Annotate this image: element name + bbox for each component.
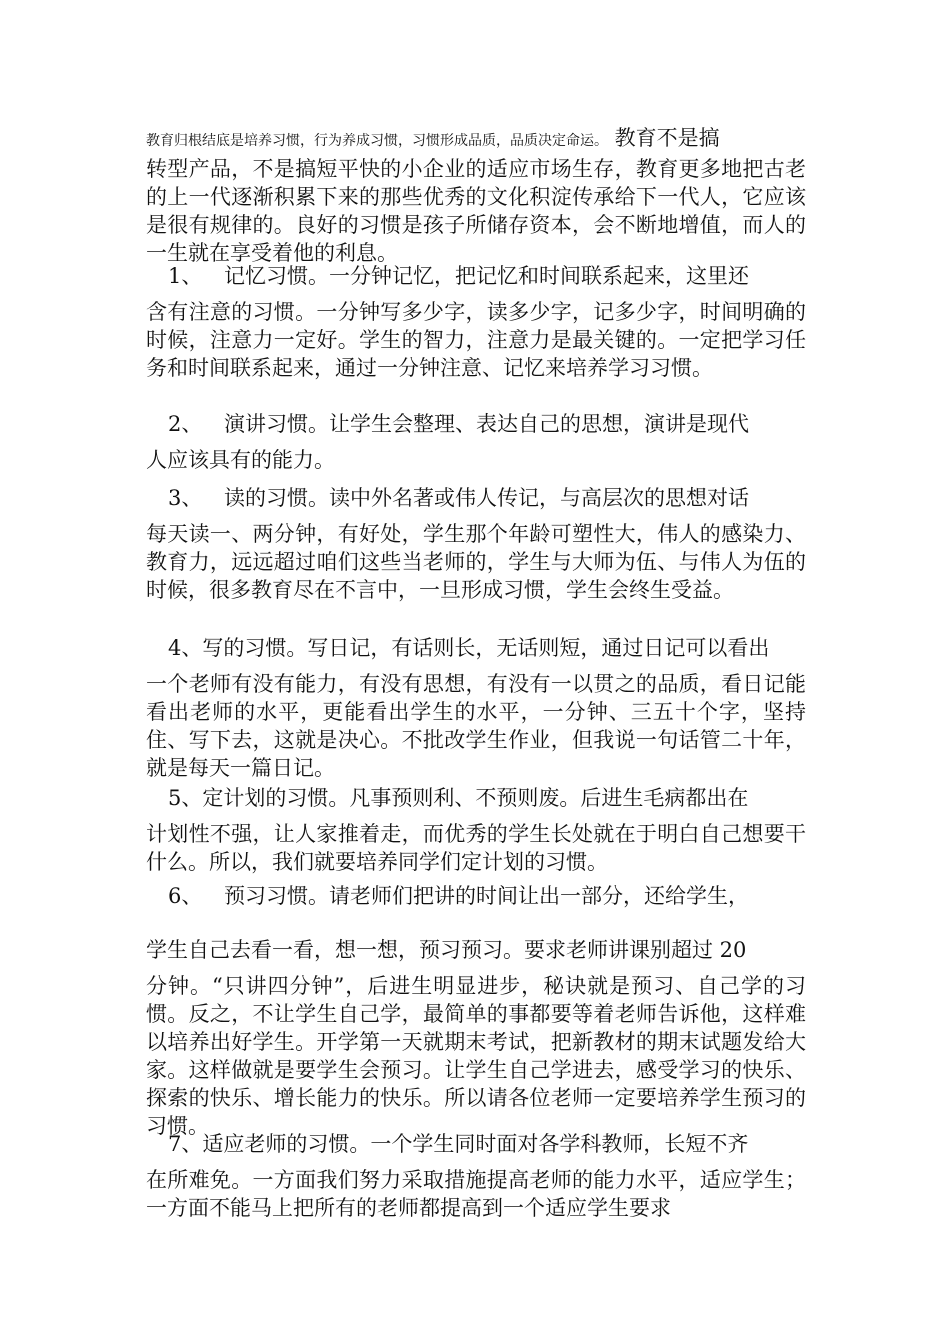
item-6-heading: 预习习惯。请老师们把讲的时间让出一部分，还给学生， (224, 884, 749, 908)
item-2-first-line (146, 410, 806, 438)
item-6-body: 分钟。“只讲四分钟”，后进生明显进步，秘诀就是预习、自己学的习惯。反之，不让学生自己学，最简单的事都要等着老师告诉他，这样难以培养出好学生。开学第一天就期末考试，把新教材的期末试题发给大家。这样做就是要学生会预习。让学生自己学进去，感受学习的快乐、探索的快乐、增长能力的快乐。所以请各位老师一定要培养学生预习的习惯。 (146, 974, 806, 1138)
item-5-heading: 5、定计划的习惯。凡事预则利、不预则废。后进生毛病都出在 (168, 786, 749, 810)
item-3-body: 每天读一、两分钟，有好处，学生那个年龄可塑性大，伟人的感染力、教育力，远远超过咱们这些当老师的，学生与大师为伍、与伟人为伍的时候，很多教育尽在不言中，一旦形成习惯，学生会终生受益。 (146, 522, 806, 602)
intro-paragraph (146, 124, 806, 267)
item-4-body: 一个老师有没有能力，有没有思想，有没有一以贯之的品质，看日记能看出老师的水平，更能看出学生的水平，一分钟、三五十个字，坚持住、写下去，这就是决心。不批改学生作业，但我说一句话管二十年，就是每天一篇日记。 (146, 672, 806, 780)
item-7-body: 在所难免。一方面我们努力采取措施提高老师的能力水平，适应学生；一方面不能马上把所有的老师都提高到一个适应学生要求 (146, 1168, 806, 1220)
item-5-body: 计划性不强，让人家推着走，而优秀的学生长处就在于明白自己想要干什么。所以，我们就要培养同学们定计划的习惯。 (146, 822, 806, 874)
item-7-paragraph (146, 1130, 806, 1222)
item-4-heading: 4、写的习惯。写日记，有话则长，无话则短，通过日记可以看出 (168, 636, 770, 660)
item-6-paragraph (146, 882, 806, 1140)
item-2-paragraph (146, 410, 806, 474)
item-2-heading: 演讲习惯。让学生会整理、表达自己的思想，演讲是现代 (224, 412, 749, 436)
item-1-number: 1、 (168, 264, 203, 288)
item-3-first-line (146, 484, 806, 512)
item-1-paragraph (146, 262, 806, 382)
intro-lead-rest: 教育不是搞 (608, 126, 720, 150)
item-6-second-line: 学生自己去看一看，想一想，预习预习。要求老师讲课别超过 20 (146, 938, 747, 962)
item-1-first-line (146, 262, 806, 290)
item-5-paragraph (146, 784, 806, 876)
item-7-heading: 7、适应老师的习惯。一个学生同时面对各学科教师，长短不齐 (168, 1132, 749, 1156)
intro-body: 转型产品，不是搞短平快的小企业的适应市场生存，教育更多地把古老的上一代逐渐积累下来的那些优秀的文化积淀传承给下一代人，它应该是很有规律的。良好的习惯是孩子所储存资本，会不断地增值，而人的一生就在享受着他的利息。 (146, 157, 806, 265)
item-4-paragraph (146, 634, 806, 782)
item-2-number: 2、 (168, 412, 203, 436)
item-3-number: 3、 (168, 486, 203, 510)
item-2-body: 人应该具有的能力。 (146, 448, 335, 472)
item-3-heading: 读的习惯。读中外名著或伟人传记，与高层次的思想对话 (224, 486, 749, 510)
intro-first-line (146, 124, 806, 155)
item-1-body: 含有注意的习惯。一分钟写多少字，读多少字，记多少字，时间明确的时候，注意力一定好。学生的智力，注意力是最关键的。一定把学习任务和时间联系起来，通过一分钟注意、记忆来培养学习习惯。 (146, 300, 806, 380)
item-1-heading: 记忆习惯。一分钟记忆，把记忆和时间联系起来，这里还 (224, 264, 749, 288)
item-6-first-line (146, 882, 806, 910)
intro-small-lead: 教育归根结底是培养习惯，行为养成习惯，习惯形成品质，品质决定命运。 (146, 133, 608, 149)
item-3-paragraph (146, 484, 806, 604)
item-6-number: 6、 (168, 884, 203, 908)
